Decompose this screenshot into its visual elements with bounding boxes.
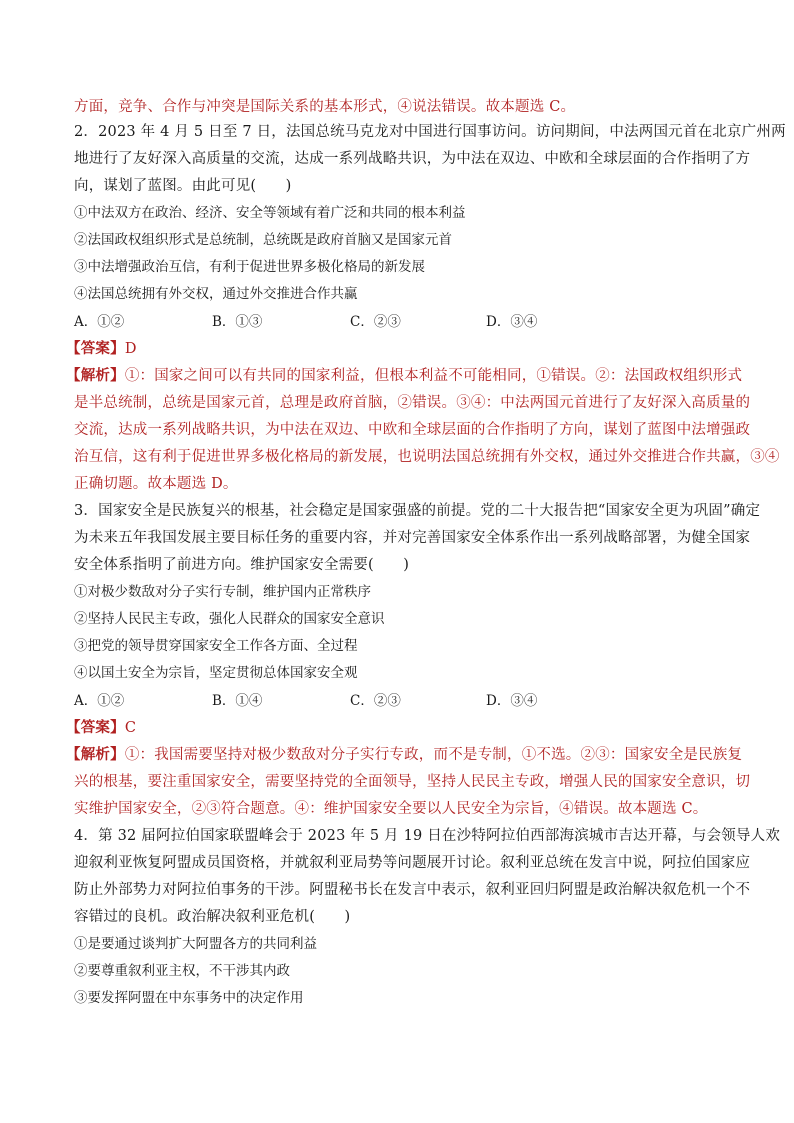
q2-analysis-line: 是半总统制，总统是国家元首，总理是政府首脑，②错误。③④：中法两国元首进行了友好深入高质量的 [74, 395, 751, 411]
q3-stem-line: 3．国家安全是民族复兴的根基，社会稳定是国家强盛的前提。党的二十大报告把“国家安全更为巩固”确定 [74, 503, 761, 519]
q2-analysis-line: 治互信，这有利于促进世界多极化格局的新发展，也说明法国总统拥有外交权，通过外交推进合作共赢，③④ [74, 449, 780, 465]
q4-stem-line: 4．第 32 届阿拉伯国家联盟峰会于 2023 年 5 月 19 日在沙特阿拉伯西部海滨城市吉达开幕，与会领导人欢 [74, 828, 781, 844]
q2-statement: ②法国政权组织形式是总统制，总统既是政府首脑又是国家元首 [74, 232, 452, 248]
q4-stem-line: 防止外部势力对阿拉伯事务的干涉。阿盟秘书长在发言中表示，叙利亚回归阿盟是政治解决叙危机一个不 [74, 882, 751, 898]
q3-option-d: D．③④ [486, 693, 538, 709]
q3-statement: ①对极少数敌对分子实行专制，维护国内正常秩序 [74, 584, 371, 600]
q4-statement: ①是要通过谈判扩大阿盟各方的共同利益 [74, 936, 317, 952]
q2-stem-line: 地进行了友好深入高质量的交流，达成一系列战略共识，为中法在双边、中欧和全球层面的合作指明了方 [74, 151, 751, 167]
q4-stem-line: 容错过的良机。政治解决叙利亚危机( ) [74, 909, 351, 925]
q3-analysis-line: 实维护国家安全，②③符合题意。④：维护国家安全要以人民安全为宗旨，④错误。故本题选 C。 [74, 801, 708, 817]
q1-analysis-tail: 方面，竞争、合作与冲突是国际关系的基本形式，④说法错误。故本题选 C。 [74, 99, 576, 115]
q2-option-c: C．②③ [350, 314, 401, 330]
q2-answer [66, 339, 716, 359]
answer-tag: 【答案】 [66, 719, 125, 736]
q2-statement: ④法国总统拥有外交权，通过外交推进合作共赢 [74, 286, 358, 302]
analysis-tag: 【解析】 [66, 367, 125, 384]
q2-analysis-line [66, 366, 743, 386]
analysis-text: ①：国家之间可以有共同的国家利益，但根本利益不可能相同，①错误。②：法国政权组织形式 [124, 368, 743, 384]
answer-value: C [124, 720, 137, 736]
q4-statement: ②要尊重叙利亚主权，不干涉其内政 [74, 963, 290, 979]
analysis-text: ①：我国需要坚持对极少数敌对分子实行专政，而不是专制，①不选。②③：国家安全是民族复 [124, 747, 743, 763]
q3-option-a: A．①② [74, 693, 125, 709]
q2-statement: ①中法双方在政治、经济、安全等领域有着广泛和共同的根本利益 [74, 205, 466, 221]
q4-statement: ③要发挥阿盟在中东事务中的决定作用 [74, 990, 304, 1006]
q3-option-c: C．②③ [350, 693, 401, 709]
q3-stem-line: 安全体系指明了前进方向。维护国家安全需要( ) [74, 557, 410, 573]
answer-tag: 【答案】 [66, 340, 125, 357]
q3-statement: ②坚持人民民主专政，强化人民群众的国家安全意识 [74, 611, 385, 627]
q2-option-b: B．①③ [212, 314, 263, 330]
q2-analysis-line: 正确切题。故本题选 D。 [74, 476, 238, 492]
q2-stem-line: 向，谋划了蓝图。由此可见( ) [74, 178, 292, 194]
q3-statement: ③把党的领导贯穿国家安全工作各方面、全过程 [74, 638, 358, 654]
q4-stem-line: 迎叙利亚恢复阿盟成员国资格，并就叙利亚局势等问题展开讨论。叙利亚总统在发言中说，阿拉伯国家应 [74, 855, 751, 871]
q3-option-b: B．①④ [212, 693, 263, 709]
answer-value: D [124, 341, 137, 357]
q2-analysis-line: 交流，达成一系列战略共识，为中法在双边、中欧和全球层面的合作指明了方向，谋划了蓝图中法增强政 [74, 422, 751, 438]
q3-analysis-line: 兴的根基，要注重国家安全，需要坚持党的全面领导，坚持人民民主专政，增强人民的国家安全意识，切 [74, 774, 751, 790]
q2-statement: ③中法增强政治互信，有利于促进世界多极化格局的新发展 [74, 259, 425, 275]
q3-analysis-line [66, 745, 743, 765]
q2-option-d: D．③④ [486, 314, 538, 330]
q2-option-a: A．①② [74, 314, 125, 330]
analysis-tag: 【解析】 [66, 746, 125, 763]
q2-stem-line: 2．2023 年 4 月 5 日至 7 日，法国总统马克龙对中国进行国事访问。访问期间，中法两国元首在北京广州两 [74, 124, 786, 140]
q3-answer [66, 718, 716, 738]
q3-statement: ④以国土安全为宗旨，坚定贯彻总体国家安全观 [74, 665, 358, 681]
q3-stem-line: 为未来五年我国发展主要目标任务的重要内容，并对完善国家安全体系作出一系列战略部署，为健全国家 [74, 530, 751, 546]
